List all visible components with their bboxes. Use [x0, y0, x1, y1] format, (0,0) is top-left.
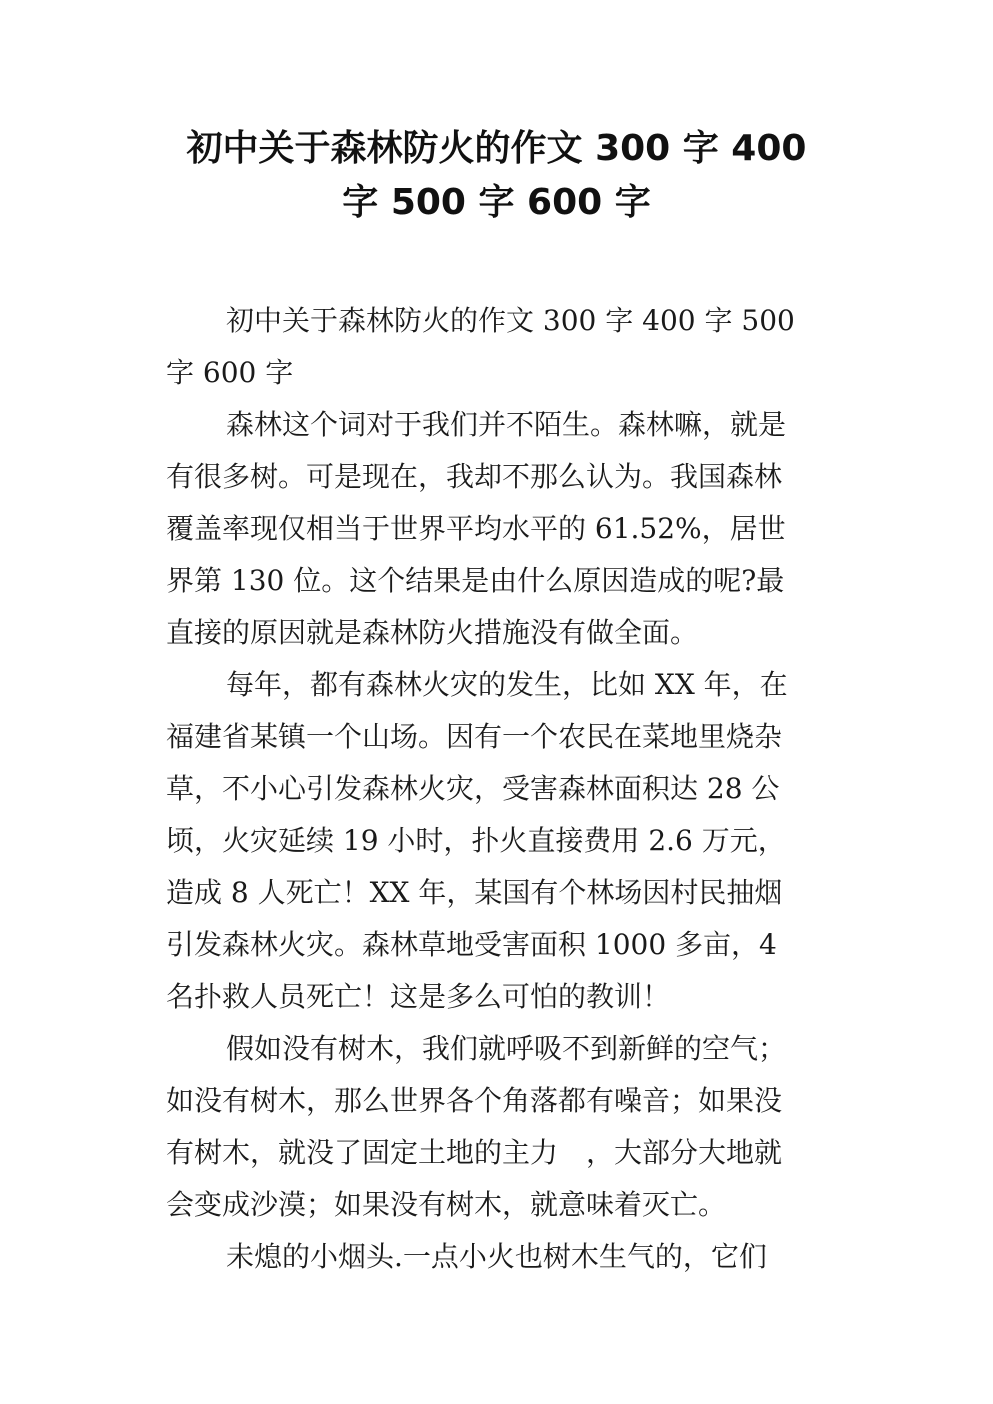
text-line: 覆盖率现仅相当于世界平均水平的 61.52%，居世 [166, 512, 786, 545]
text-line: 直接的原因就是森林防火措施没有做全面。 [166, 616, 699, 649]
paragraph-forest-intro [166, 399, 836, 659]
text-line: 草，不小心引发森林火灾，受害森林面积达 28 公 [166, 772, 780, 805]
text-line: 初中关于森林防火的作文 300 字 400 字 500 [226, 304, 795, 337]
text-line: 造成 8 人死亡！XX 年，某国有个林场因村民抽烟 [166, 876, 783, 909]
document-title [150, 122, 843, 230]
text-line: 福建省某镇一个山场。因有一个农民在菜地里烧杂 [166, 720, 783, 753]
text-line: 有很多树。可是现在，我却不那么认为。我国森林 [166, 460, 783, 493]
paragraph-heading-repeat [166, 295, 836, 399]
text-line: 字 600 字 [166, 356, 294, 389]
title-line: 初中关于森林防火的作文 300 字 400 [186, 128, 807, 169]
text-line: 森林这个词对于我们并不陌生。森林嘛，就是 [226, 408, 787, 441]
paragraph-cigarette [166, 1231, 836, 1283]
text-line: 未熄的小烟头.一点小火也树木生气的，它们 [226, 1240, 767, 1273]
text-line: 假如没有树木，我们就呼吸不到新鲜的空气； [226, 1032, 787, 1065]
paragraph-fire-examples [166, 659, 836, 1023]
text-line: 名扑救人员死亡！这是多么可怕的教训！ [166, 980, 671, 1013]
document-body [166, 295, 836, 1283]
text-line: 有树木，就没了固定土地的主力 ，大部分大地就 [166, 1136, 783, 1169]
text-line: 界第 130 位。这个结果是由什么原因造成的呢?最 [166, 564, 785, 597]
paragraph-without-trees [166, 1023, 836, 1231]
text-line: 如没有树木，那么世界各个角落都有噪音；如果没 [166, 1084, 783, 1117]
text-line: 顷，火灾延续 19 小时，扑火直接费用 2.6 万元， [166, 824, 786, 857]
text-line: 会变成沙漠；如果没有树木，就意味着灭亡。 [166, 1188, 727, 1221]
text-line: 引发森林火灾。森林草地受害面积 1000 多亩，4 [166, 928, 777, 961]
text-line: 每年，都有森林火灾的发生，比如 XX 年，在 [226, 668, 788, 701]
title-line: 字 500 字 600 字 [342, 182, 651, 223]
